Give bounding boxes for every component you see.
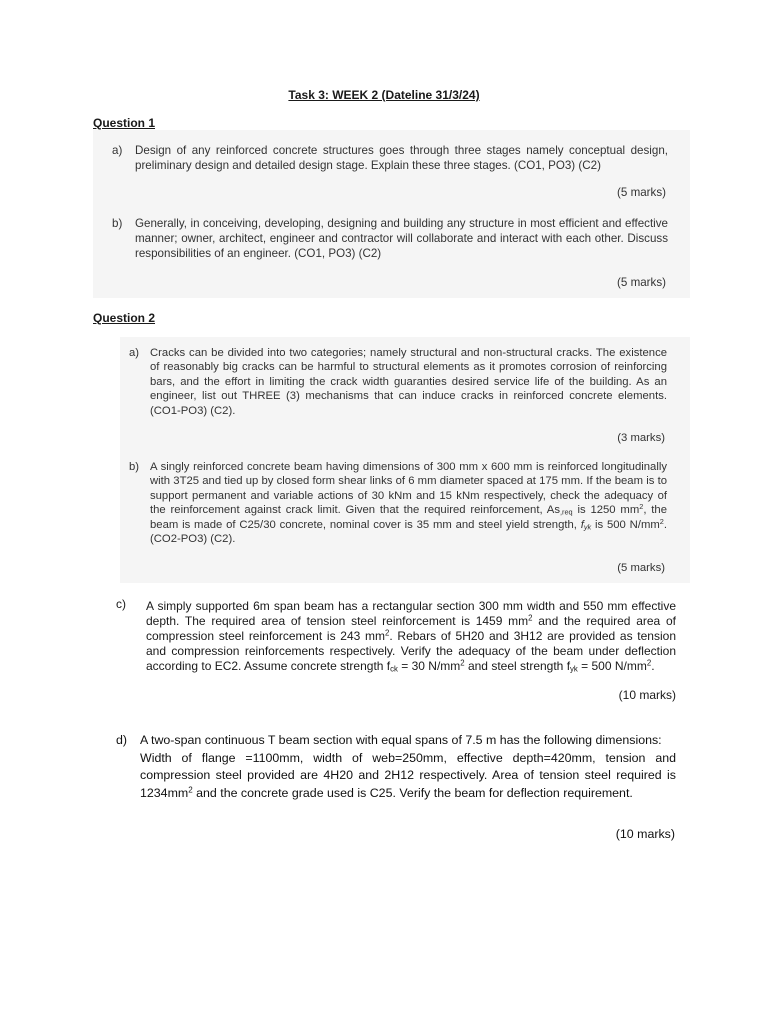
page-title: Task 3: WEEK 2 (Dateline 31/3/24) <box>288 88 480 102</box>
question-2c-marks: (10 marks) <box>618 688 676 702</box>
question-1a-text: Design of any reinforced concrete structures goes through three stages namely conceptual design, preliminary design and detailed design stage. Explain these three stages. (CO1, PO3) (C2) <box>135 144 668 172</box>
question-1b-text: Generally, in conceiving, developing, designing and building any structure in most efficient and effective manner; owner, architect, engineer and contractor will collaborate and interact with each other. Discuss responsibilities of an engineer. (CO1, PO3) (C2) <box>135 217 668 260</box>
question-2a-marks: (3 marks) <box>617 432 665 444</box>
question-2c-text: A simply supported 6m span beam has a rectangular section 300 mm width and 550 mm effective depth. The required area of tension steel reinforcement is 1459 $mm^2$ and the required area of compression steel reinforcement is 243 $mm^2$. Rebars of 5H20 and 3H12 are provided as tension and compression reinforcements respectively. Verify the adequacy of the beam under deflection according to EC2. Assume concrete strength $f_{ck} = 30$ $N/mm^2$ and steel strength $f_{yk} = 500$ $N/mm^2$. <box>146 599 676 674</box>
question-1b-label: b) <box>112 217 123 230</box>
question-1-heading: Question 1 <box>93 116 156 130</box>
question-1a-label: a) <box>112 144 123 157</box>
question-1a-marks: (5 marks) <box>617 186 666 199</box>
question-2a-label: a) <box>129 347 140 359</box>
question-2d-text: A two-span continuous T beam section with equal spans of 7.5 m has the following dimensions: Width of flange =1100mm, width of web=250mm, effective depth=420mm, tension and compression steel provided are 4H20 and 2H12 respectively. Area of tension steel required is $1234mm^2$ and the concrete grade used is C25. Verify the beam for deflection requirement. <box>140 733 676 800</box>
question-2d-label: d) <box>116 733 128 747</box>
question-2d-marks: (10 marks) <box>615 827 675 841</box>
question-1b-marks: (5 marks) <box>617 276 666 289</box>
question-2-heading: Question 2 <box>93 311 156 325</box>
question-2c-label: c) <box>116 597 126 611</box>
question-2b-text: A singly reinforced concrete beam having dimensions of 300 mm x 600 mm is reinforced longitudinally with 3T25 and tied up by closed form shear links of 6 mm diameter spaced at 175 mm. If the beam is to support permanent and variable actions of 30 kNm and 15 kNm respectively, check the adequacy of the reinforcement against crack limit. Given that the required reinforcement, $As_{,req}$ is 1250 $mm^2$, the beam is made of C25/30 concrete, nominal cover is 35 mm and steel yield strength, $f_{yk}$ is 500 $N/mm^2$. (CO2-PO3) (C2). <box>150 461 667 546</box>
question-2b-label: b) <box>129 461 140 473</box>
question-2a-text: Cracks can be divided into two categories; namely structural and non-structural cracks. The existence of reasonably big cracks can be harmful to structural elements as it promotes corrosion of reinforcing bars, and the effort in limiting the crack width guaranties desired service life of the building. As an engineer, list out THREE (3) mechanisms that can induce cracks in reinforced concrete elements. (CO1-PO3) (C2). <box>150 347 667 417</box>
question-2b-marks: (5 marks) <box>617 562 665 574</box>
